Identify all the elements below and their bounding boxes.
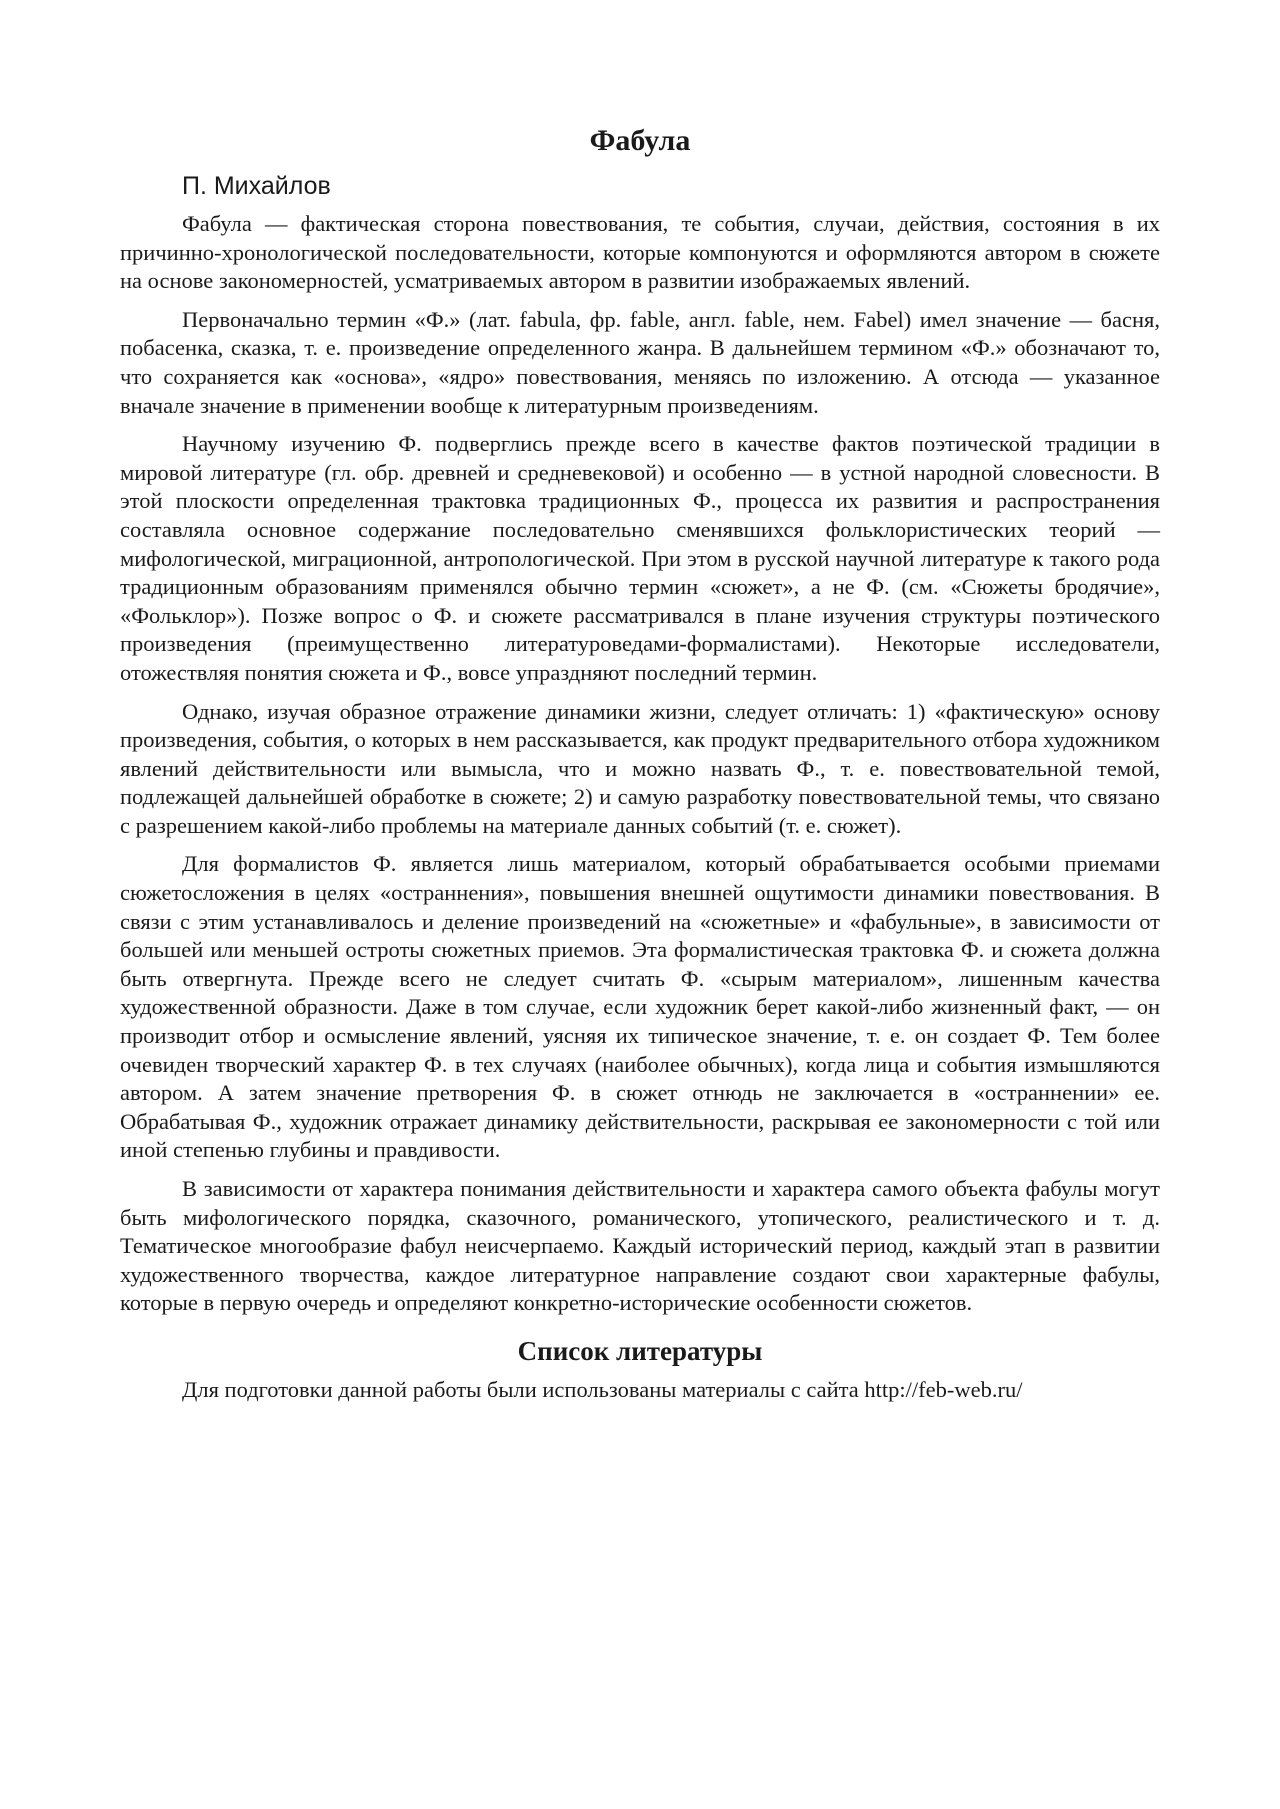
references-heading: Список литературы <box>517 1335 763 1366</box>
paragraph-1: Фабула — фактическая сторона повествования, те события, случаи, действия, состояния в их причинно-хронологической последовательности, которые компонуются и оформляются автором в сюжете на основе закономерностей, усматриваемых автором в развитии изображаемых явлений. <box>120 211 1160 294</box>
paragraph-4: Однако, изучая образное отражение динамики жизни, следует отличать: 1) «фактическую» основу произведения, события, о которых в нем рассказывается, как продукт предварительного отбора художником явлений действительности или вымысла, что и можно назвать Ф., т. е. повествовательной темой, подлежащей дальнейшей обработке в сюжете; 2) и самую разработку повествовательной темы, что связано с разрешением какой-либо проблемы на материале данных событий (т. е. сюжет). <box>120 698 1160 838</box>
document-page <box>120 124 1160 1405</box>
paragraph-2: Первоначально термин «Ф.» (лат. fabula, фр. fable, англ. fable, нем. Fabel) имел значение — басня, побасенка, сказка, т. е. произведение определенного жанра. В дальнейшем термином «Ф.» обозначают то, что сохраняется как «основа», «ядро» повествования, меняясь по изложению. А отсюда — указанное вначале значение в применении вообще к литературным произведениям. <box>120 306 1160 418</box>
paragraph-6: В зависимости от характера понимания действительности и характера самого объекта фабулы могут быть мифологического порядка, сказочного, романического, утопического, реалистического и т. д. Тематическое многообразие фабул неисчерпаемо. Каждый исторический период, каждый этап в развитии художественного творчества, каждое литературное направление создают свои характерные фабулы, которые в первую очередь и определяют конкретно-исторические особенности сюжетов. <box>120 1176 1160 1316</box>
references-note: Для подготовки данной работы были использованы материалы с сайта http://feb-web.ru/ <box>182 1376 1023 1402</box>
paragraph-5: Для формалистов Ф. является лишь материалом, который обрабатывается особыми приемами сюжетосложения в целях «остраннения», повышения внешней ощутимости динамики повествования. В связи с этим устанавливалось и деление произведений на «сюжетные» и «фабульные», в зависимости от большей или меньшей остроты сюжетных приемов. Эта формалистическая трактовка Ф. и сюжета должна быть отвергнута. Прежде всего не следует считать Ф. «сырым материалом», лишенным качества художественной образности. Даже в том случае, если художник берет какой-либо жизненный факт, — он производит отбор и осмысление явлений, уясняя их типическое значение, т. е. он создает Ф. Тем более очевиден творческий характер Ф. в тех случаях (наиболее обычных), когда лица и события измышляются автором. А затем значение претворения Ф. в сюжет отнюдь не заключается в «остраннении» ее. Обрабатывая Ф., художник отражает динамику действительности, раскрывая ее закономерности с той или иной степенью глубины и правдивости. <box>120 851 1160 1163</box>
author-name: П. Михайлов <box>182 172 331 200</box>
paragraph-3: Научному изучению Ф. подверглись прежде всего в качестве фактов поэтической традиции в мировой литературе (гл. обр. древней и средневековой) и особенно — в устной народной словесности. В этой плоскости определенная трактовка традиционных Ф., процесса их развития и распространения составляла основное содержание последовательно сменявшихся фольклористических теорий — мифологической, миграционной, антропологической. При этом в русской научной литературе к такого рода традиционным образованиям применялся обычно термин «сюжет», а не Ф. (см. «Сюжеты бродячие», «Фольклор»). Позже вопрос о Ф. и сюжете рассматривался в плане изучения структуры поэтического произведения (преимущественно литературоведами-формалистами). Некоторые исследователи, отожествляя понятия сюжета и Ф., вовсе упраздняют последний термин. <box>120 431 1160 685</box>
document-title: Фабула <box>589 124 691 157</box>
